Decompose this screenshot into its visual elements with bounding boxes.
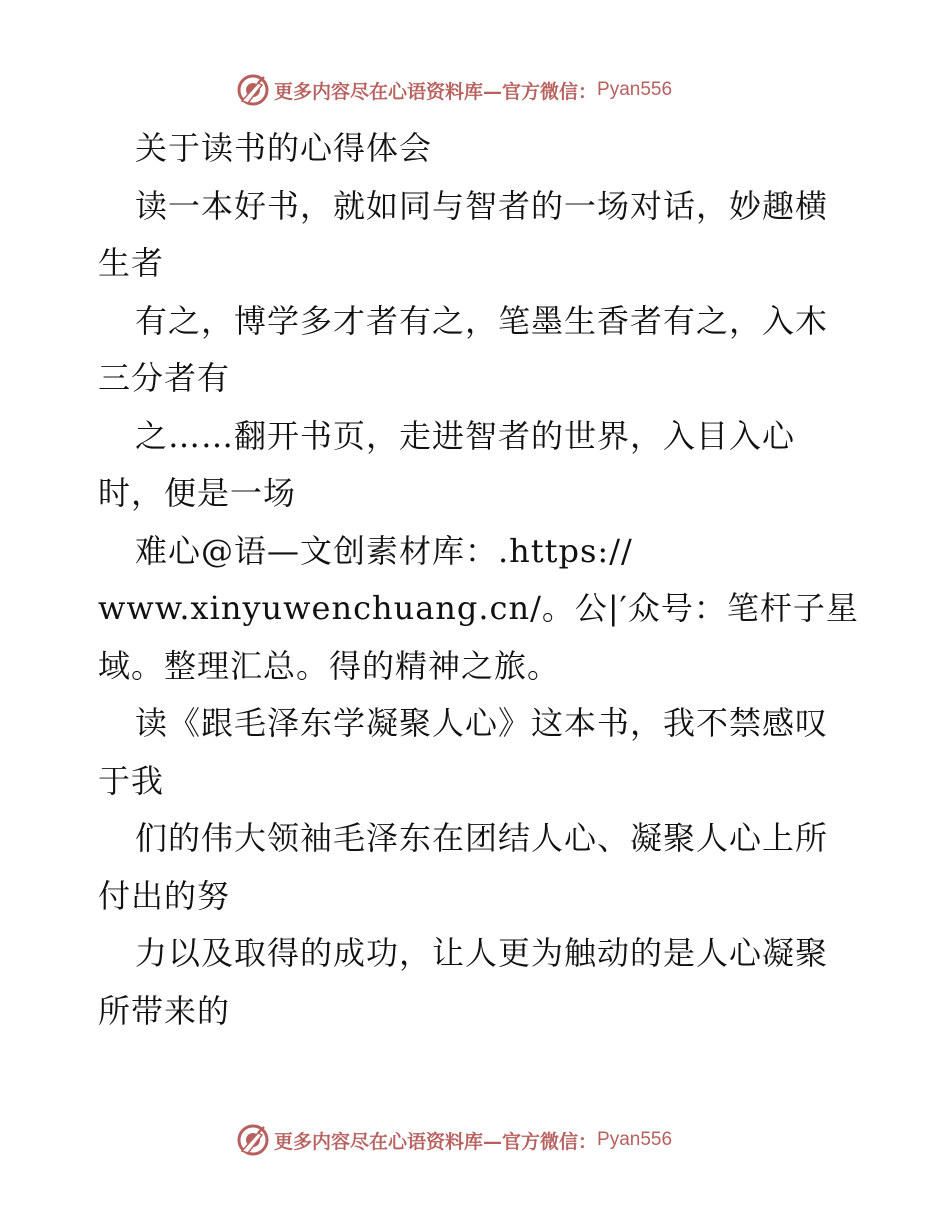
paragraph-line: 读一本好书，就如同与智者的一场对话，妙趣横 <box>135 186 829 225</box>
header-banner <box>236 72 672 108</box>
header-banner-text: 更多内容尽在心语资料库—官方微信： <box>274 80 598 103</box>
paragraph-line: 生者 <box>98 244 165 282</box>
paragraph-line: 付出的努 <box>98 876 231 915</box>
paragraph-line: 们的伟大领袖毛泽东在团结人心、凝聚人心上所 <box>135 819 829 857</box>
pen-logo-icon <box>236 73 270 107</box>
paragraph-line: 时，便是一场 <box>98 474 297 512</box>
paragraph-line: 于我 <box>98 761 165 800</box>
paragraph-line: www.xinyuwenchuang.cn/。公|′众号：笔杆子星 <box>98 589 859 627</box>
pen-logo-icon <box>236 1123 270 1157</box>
document-body <box>98 120 858 1040</box>
paragraph-line: 之……翻开书页，走进智者的世界，入目入心 <box>135 416 796 455</box>
paragraph-line: 所带来的 <box>98 991 231 1030</box>
footer-wechat-id: Pyan556 <box>597 1129 673 1150</box>
paragraph-line: 有之，博学多才者有之，笔墨生香者有之，入木 <box>135 301 829 340</box>
paragraph-line: 读《跟毛泽东学凝聚人心》这本书，我不禁感叹 <box>135 704 829 742</box>
paragraph-line: 三分者有 <box>98 359 231 397</box>
paragraph-line: 难心@语—文创素材库：.https:// <box>135 531 633 570</box>
footer-banner <box>236 1122 672 1158</box>
document-title: 关于读书的心得体会 <box>135 129 433 167</box>
header-wechat-id: Pyan556 <box>597 79 673 100</box>
paragraph-line: 域。整理汇总。得的精神之旅。 <box>98 646 561 685</box>
paragraph-line: 力以及取得的成功，让人更为触动的是人心凝聚 <box>135 934 829 972</box>
footer-banner-text: 更多内容尽在心语资料库—官方微信： <box>274 1130 598 1153</box>
